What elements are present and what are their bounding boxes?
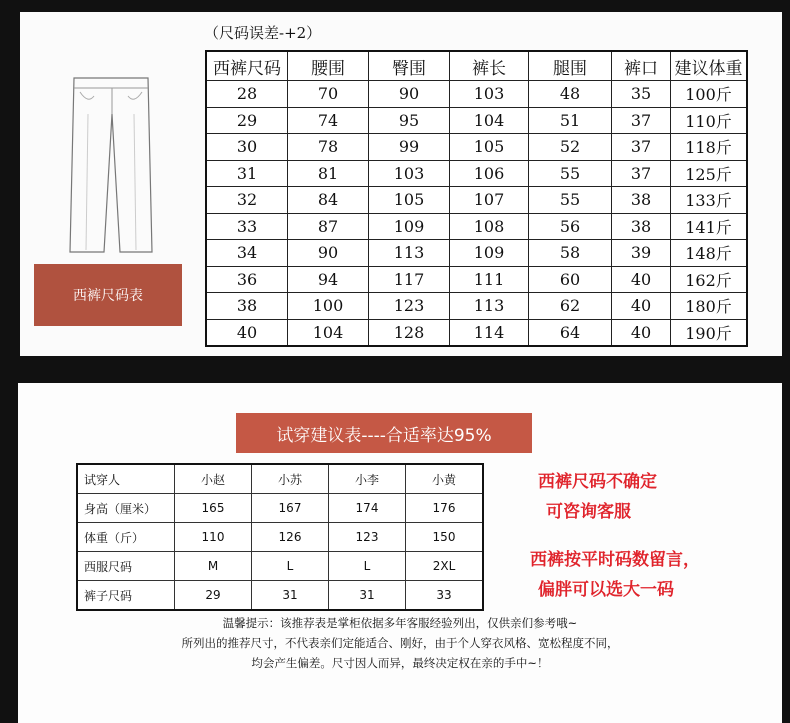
fit-row-label: 体重（斤） (77, 523, 175, 552)
size-table-cell: 90 (288, 240, 369, 267)
size-table-cell: 162斤 (671, 266, 748, 293)
size-table-cell: 28 (206, 81, 288, 108)
size-table-cell: 40 (612, 293, 671, 320)
header-length: 裤长 (450, 51, 529, 81)
size-table-row (206, 319, 747, 346)
size-table-cell: 70 (288, 81, 369, 108)
size-table-cell: 141斤 (671, 213, 748, 240)
size-table-cell: 29 (206, 107, 288, 134)
fit-chart-title: 试穿建议表----合适率达95% (236, 413, 532, 453)
fit-table-cell: 33 (406, 581, 484, 611)
fit-table-cell: 29 (175, 581, 252, 611)
size-table-cell: 109 (369, 213, 450, 240)
size-chart-panel (20, 12, 782, 356)
size-table-cell: 81 (288, 160, 369, 187)
note-leave-size: 西裤按平时码数留言， (530, 550, 700, 570)
fit-row-label: 身高（厘米） (77, 494, 175, 523)
size-table-cell: 40 (206, 319, 288, 346)
size-table-cell: 100 (288, 293, 369, 320)
size-chart-badge: 西裤尺码表 (34, 264, 182, 326)
size-table-row (206, 213, 747, 240)
note-contact-service: 可咨询客服 (546, 502, 631, 522)
fit-table-cell: 2XL (406, 552, 484, 581)
size-table-cell: 64 (529, 319, 612, 346)
size-table-cell: 114 (450, 319, 529, 346)
size-table-row (206, 81, 747, 108)
size-table-cell: 40 (612, 319, 671, 346)
fit-table-cell: 123 (329, 523, 406, 552)
size-table-cell: 148斤 (671, 240, 748, 267)
fit-table-row (77, 464, 483, 494)
size-table-row (206, 107, 747, 134)
size-table-cell: 113 (450, 293, 529, 320)
size-table-cell: 58 (529, 240, 612, 267)
size-table-cell: 125斤 (671, 160, 748, 187)
size-table (205, 50, 748, 347)
size-table-cell: 30 (206, 134, 288, 161)
fit-table-cell: 174 (329, 494, 406, 523)
header-weight: 建议体重 (671, 51, 748, 81)
fit-table-cell: 176 (406, 494, 484, 523)
size-table-row (206, 266, 747, 293)
fit-table-cell: 126 (252, 523, 329, 552)
size-table-cell: 31 (206, 160, 288, 187)
size-table-cell: 105 (450, 134, 529, 161)
fit-table-cell: 小赵 (175, 464, 252, 494)
size-table-cell: 117 (369, 266, 450, 293)
tip-line-2: 所列出的推荐尺寸，不代表亲们定能适合、刚好，由于个人穿衣风格、宽松程度不同， (181, 636, 619, 650)
size-table-cell: 108 (450, 213, 529, 240)
size-table-cell: 110斤 (671, 107, 748, 134)
size-table-cell: 39 (612, 240, 671, 267)
size-table-cell: 35 (612, 81, 671, 108)
header-hip: 臀围 (369, 51, 450, 81)
size-table-cell: 107 (450, 187, 529, 214)
fit-table-cell: 31 (329, 581, 406, 611)
fit-table (76, 463, 484, 611)
fit-row-label: 西服尺码 (77, 552, 175, 581)
size-table-row (206, 160, 747, 187)
fit-table-row (77, 552, 483, 581)
size-table-cell: 104 (288, 319, 369, 346)
size-table-cell: 38 (612, 187, 671, 214)
size-table-row (206, 187, 747, 214)
size-table-cell: 103 (450, 81, 529, 108)
fit-table-cell: 小李 (329, 464, 406, 494)
size-table-cell: 113 (369, 240, 450, 267)
tip-line-1: 温馨提示：该推荐表是掌柜依据多年客服经验列出，仅供亲们参考哦~ (222, 616, 578, 630)
fit-table-cell: L (329, 552, 406, 581)
fit-table-row (77, 523, 483, 552)
size-table-cell: 33 (206, 213, 288, 240)
header-hem: 裤口 (612, 51, 671, 81)
fit-row-label: 裤子尺码 (77, 581, 175, 611)
size-table-cell: 51 (529, 107, 612, 134)
size-table-cell: 36 (206, 266, 288, 293)
size-table-cell: 109 (450, 240, 529, 267)
size-table-cell: 38 (612, 213, 671, 240)
size-table-cell: 106 (450, 160, 529, 187)
header-pants-size: 西裤尺码 (206, 51, 288, 81)
size-table-cell: 37 (612, 160, 671, 187)
size-table-cell: 34 (206, 240, 288, 267)
size-table-cell: 104 (450, 107, 529, 134)
fit-table-cell: 小苏 (252, 464, 329, 494)
size-table-cell: 103 (369, 160, 450, 187)
size-table-cell: 105 (369, 187, 450, 214)
size-table-row (206, 293, 747, 320)
size-table-cell: 123 (369, 293, 450, 320)
fit-table-cell: 110 (175, 523, 252, 552)
size-table-cell: 94 (288, 266, 369, 293)
size-table-cell: 60 (529, 266, 612, 293)
size-table-cell: 128 (369, 319, 450, 346)
fit-table-cell: 165 (175, 494, 252, 523)
size-table-cell: 87 (288, 213, 369, 240)
header-waist: 腰围 (288, 51, 369, 81)
fit-table-cell: 31 (252, 581, 329, 611)
size-table-cell: 55 (529, 160, 612, 187)
size-table-cell: 95 (369, 107, 450, 134)
size-table-cell: 84 (288, 187, 369, 214)
size-table-cell: 180斤 (671, 293, 748, 320)
size-table-row (206, 240, 747, 267)
note-size-up: 偏胖可以选大一码 (538, 580, 674, 600)
size-table-row (206, 134, 747, 161)
size-table-cell: 133斤 (671, 187, 748, 214)
size-table-cell: 190斤 (671, 319, 748, 346)
fit-table-cell: 167 (252, 494, 329, 523)
size-table-cell: 40 (612, 266, 671, 293)
fit-table-cell: M (175, 552, 252, 581)
fit-table-cell: 150 (406, 523, 484, 552)
size-table-cell: 62 (529, 293, 612, 320)
size-table-header (206, 51, 747, 81)
size-table-cell: 118斤 (671, 134, 748, 161)
size-error-note: （尺码误差-+2） (204, 24, 322, 42)
size-table-cell: 37 (612, 107, 671, 134)
size-table-cell: 111 (450, 266, 529, 293)
header-thigh: 腿围 (529, 51, 612, 81)
size-table-cell: 38 (206, 293, 288, 320)
size-table-cell: 37 (612, 134, 671, 161)
note-size-unsure: 西裤尺码不确定 (538, 472, 657, 492)
size-table-cell: 56 (529, 213, 612, 240)
fit-table-row (77, 494, 483, 523)
fit-row-label: 试穿人 (77, 464, 175, 494)
fit-chart-panel (18, 383, 782, 723)
size-table-cell: 99 (369, 134, 450, 161)
size-table-cell: 48 (529, 81, 612, 108)
size-table-cell: 74 (288, 107, 369, 134)
size-table-cell: 55 (529, 187, 612, 214)
fit-table-cell: L (252, 552, 329, 581)
trousers-illustration (68, 74, 154, 256)
size-table-cell: 52 (529, 134, 612, 161)
size-table-cell: 78 (288, 134, 369, 161)
size-table-cell: 100斤 (671, 81, 748, 108)
fit-table-cell: 小黄 (406, 464, 484, 494)
size-table-cell: 90 (369, 81, 450, 108)
size-table-cell: 32 (206, 187, 288, 214)
fit-table-row (77, 581, 483, 611)
tip-line-3: 均会产生偏差。尺寸因人而异，最终决定权在亲的手中~！ (251, 656, 549, 670)
